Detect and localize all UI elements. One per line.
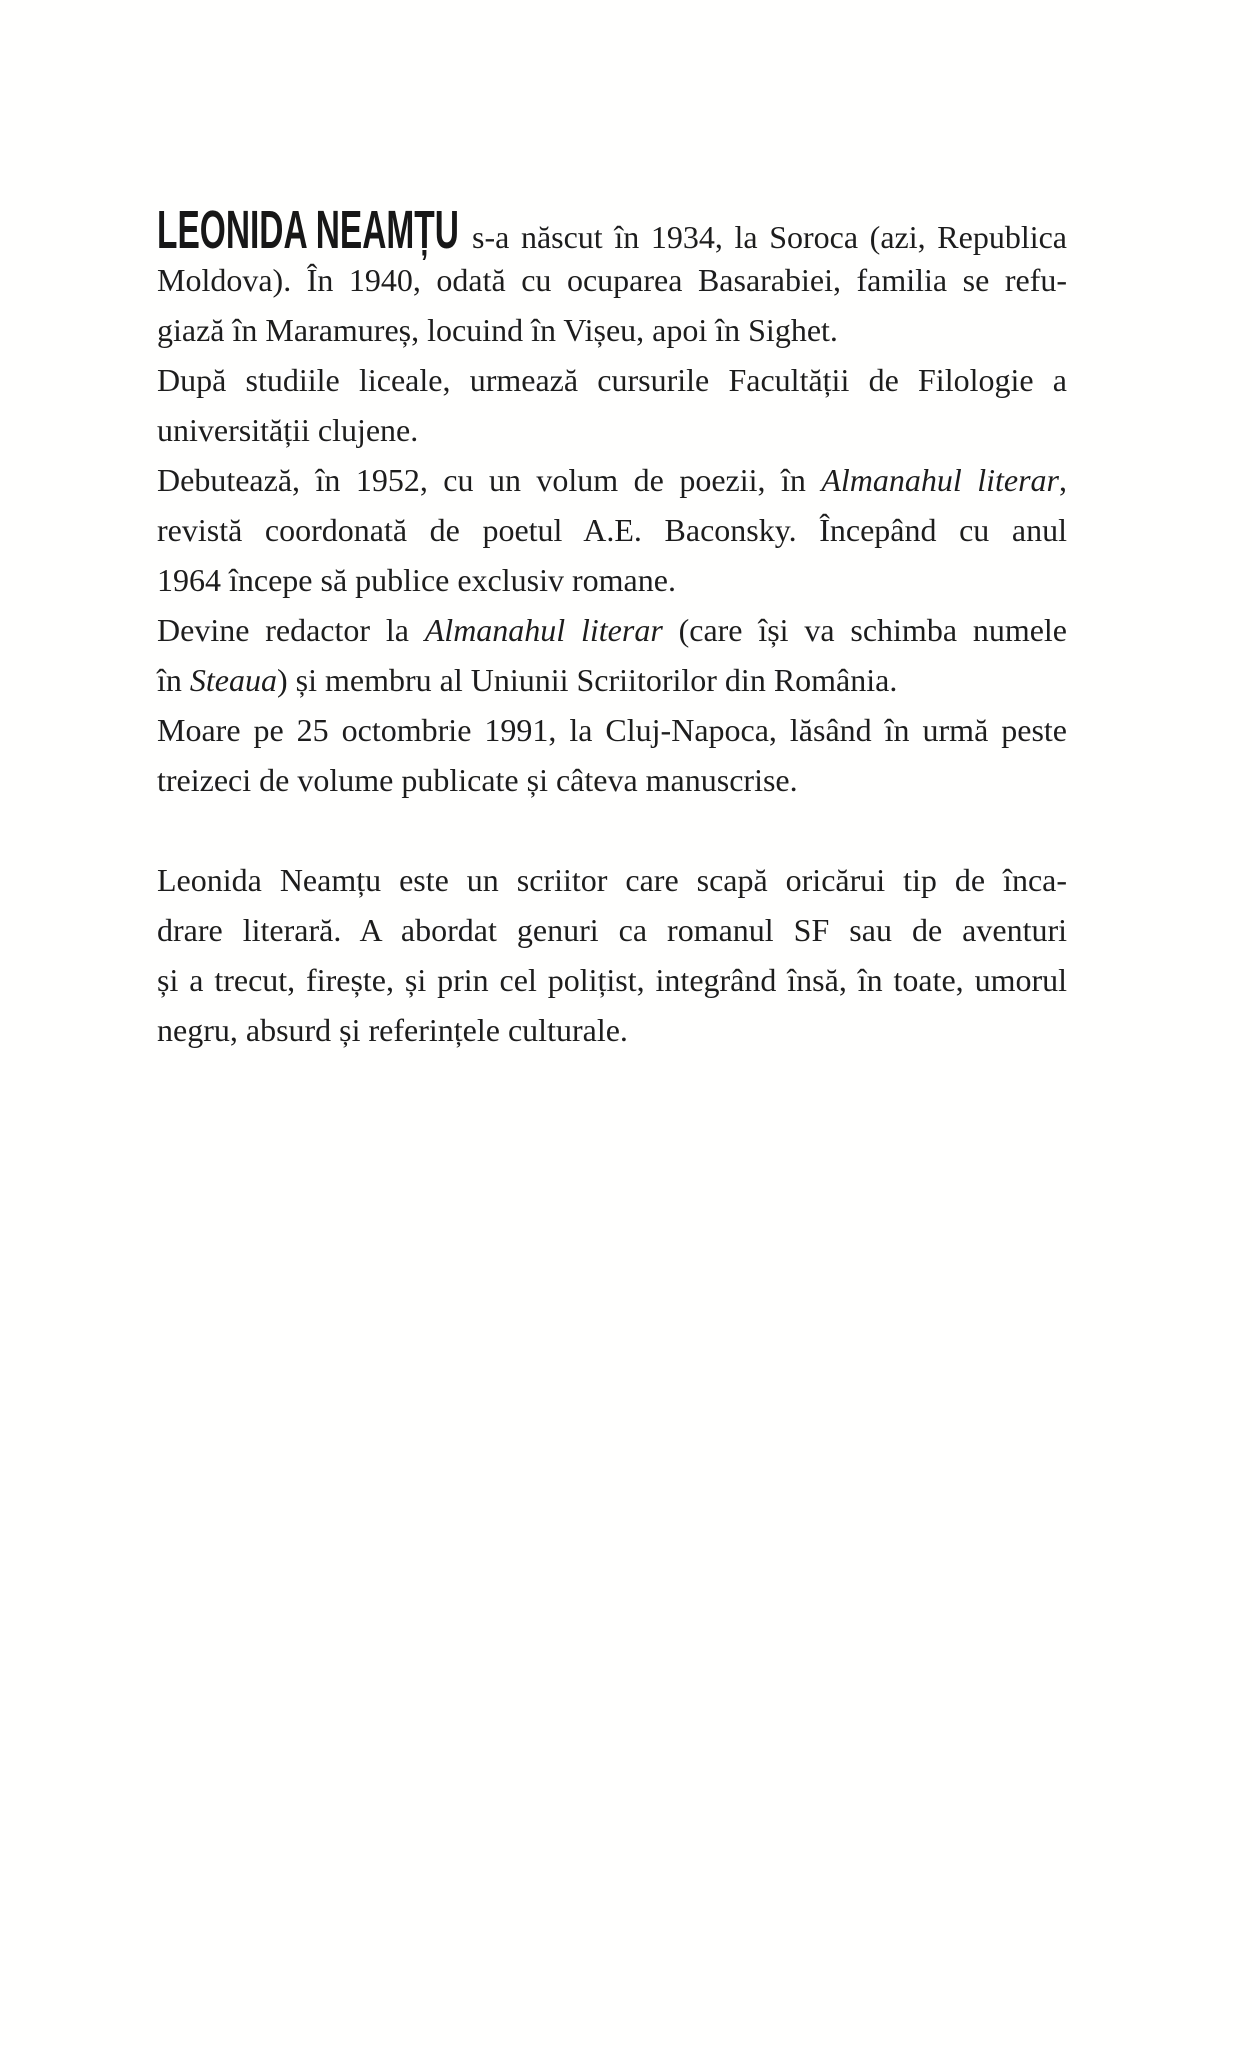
text-line [157,905,1067,955]
text-line [157,855,1067,905]
author-name-heading [157,200,462,262]
text-line [157,955,1067,1005]
bio-text [157,200,1068,1055]
text-segment: drare literară. A abordat genuri ca romanul SF sau de aventuri [157,912,1067,948]
text-line [157,555,1067,605]
text-segment: universității clujene. [157,412,419,448]
text-line [157,1005,1067,1055]
text-segment: s-a născut în 1934, la Soroca (azi, Republica [472,219,1067,255]
text-line [157,200,1067,260]
text-segment: Debutează, în 1952, cu un volum de poezii, în [157,462,822,498]
book-title-italic: Almanahul literar [821,462,1060,498]
text-line [157,305,1067,355]
text-segment: giază în Maramureș, locuind în Vișeu, apoi în Sighet. [157,312,838,348]
text-line [157,455,1067,505]
text-segment: negru, absurd și referințele culturale. [157,1012,628,1048]
paragraph [157,605,1067,705]
text-line [157,255,1067,305]
paragraph [157,355,1067,455]
paragraph [157,855,1067,1055]
text-line [157,355,1067,405]
book-title-italic: Almanahul literar [424,612,663,648]
text-segment: Devine redactor la [157,612,425,648]
text-segment: , [1059,462,1068,498]
text-segment: în [157,662,190,698]
text-segment: ) și membru al Uniunii Scriitorilor din România. [276,662,898,698]
paragraph [157,705,1067,805]
text-line [157,655,1067,705]
text-segment: Moare pe 25 octombrie 1991, la Cluj-Napoca, lăsând în urmă peste [157,712,1067,748]
paragraph [157,455,1067,605]
text-segment: 1964 începe să publice exclusiv romane. [157,562,676,598]
book-title-italic: Steaua [189,662,277,698]
text-line [157,605,1067,655]
text-segment: Leonida Neamțu este un scriitor care scapă oricărui tip de înca- [157,862,1067,898]
paragraph [157,200,1067,355]
text-segment: treizeci de volume publicate și câteva manuscrise. [157,762,798,798]
text-segment: Moldova). În 1940, odată cu ocuparea Basarabiei, familia se refu- [157,262,1067,298]
text-segment: După studiile liceale, urmează cursurile Facultății de Filologie a [157,362,1067,398]
text-line [157,705,1067,755]
text-segment: și a trecut, firește, și prin cel polițist, integrând însă, în toate, umorul [157,962,1067,998]
text-line [157,755,1067,805]
text-segment: (care își va schimba numele [662,612,1068,648]
text-line [157,505,1067,555]
text-segment: revistă coordonată de poetul A.E. Baconsky. Începând cu anul [157,512,1067,548]
text-line [157,405,1067,455]
author-name-text: LEONIDA NEAMȚU [157,200,459,260]
